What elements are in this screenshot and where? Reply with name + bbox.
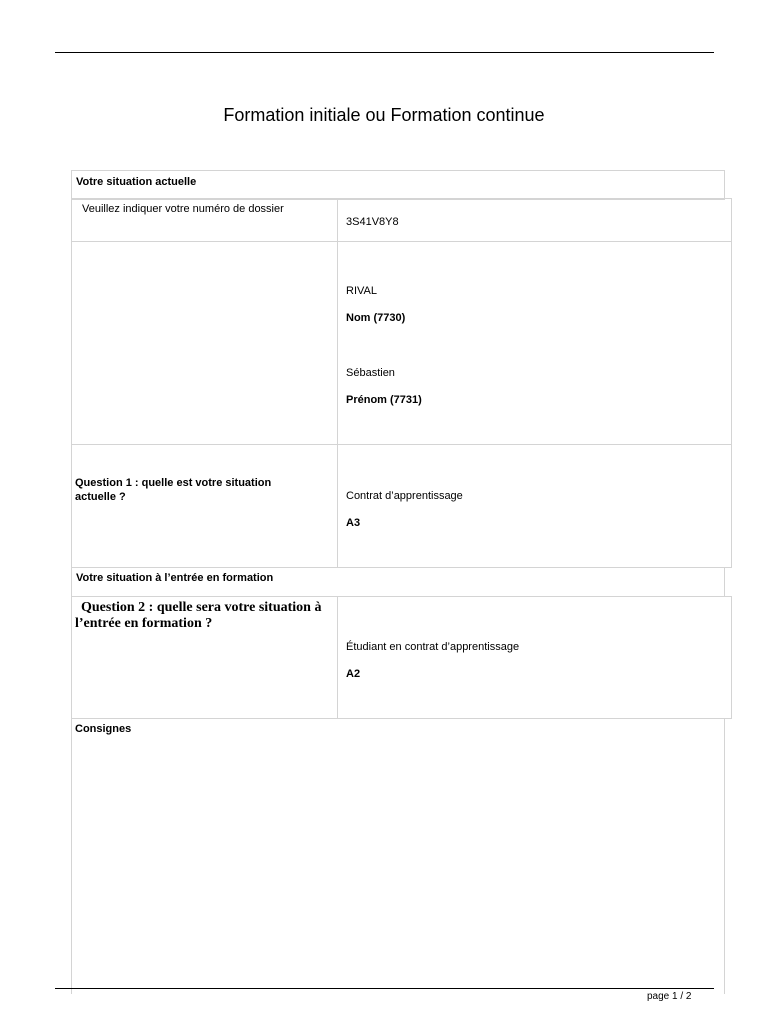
answer2-code: A2 (346, 668, 361, 680)
answer2-value: Étudiant en contrat d’apprentissage (346, 641, 520, 653)
page-title: Formation initiale ou Formation continue (223, 105, 545, 125)
answer1-value: Contrat d’apprentissage (346, 490, 463, 502)
identity-divider (337, 241, 338, 445)
question1-divider (337, 444, 338, 568)
question1-label: Question 1 : quelle est votre situation actuelle ? (75, 477, 272, 503)
prenom-label: Prénom (7731) (346, 394, 422, 406)
answer1-code: A3 (346, 517, 361, 529)
top-rule (55, 52, 714, 53)
identity-row (71, 241, 732, 445)
question2-label: Question 2 : quelle sera votre situation à l’entrée en formation ? (75, 600, 322, 631)
consignes-label: Consignes (75, 723, 132, 735)
section2-header-label: Votre situation à l’entrée en formation (76, 572, 274, 584)
nom-value: RIVAL (346, 285, 377, 297)
consignes-box (71, 718, 725, 994)
dossier-value: 3S41V8Y8 (346, 216, 399, 228)
dossier-label: Veuillez indiquer votre numéro de dossier (82, 203, 284, 215)
bottom-rule (55, 988, 714, 989)
dossier-divider (337, 198, 338, 242)
prenom-value: Sébastien (346, 367, 395, 379)
nom-label: Nom (7730) (346, 312, 406, 324)
section-header-label: Votre situation actuelle (76, 176, 197, 188)
page-number: page 1 / 2 (647, 991, 692, 1002)
question2-divider (337, 596, 338, 719)
question1-row (71, 444, 732, 568)
